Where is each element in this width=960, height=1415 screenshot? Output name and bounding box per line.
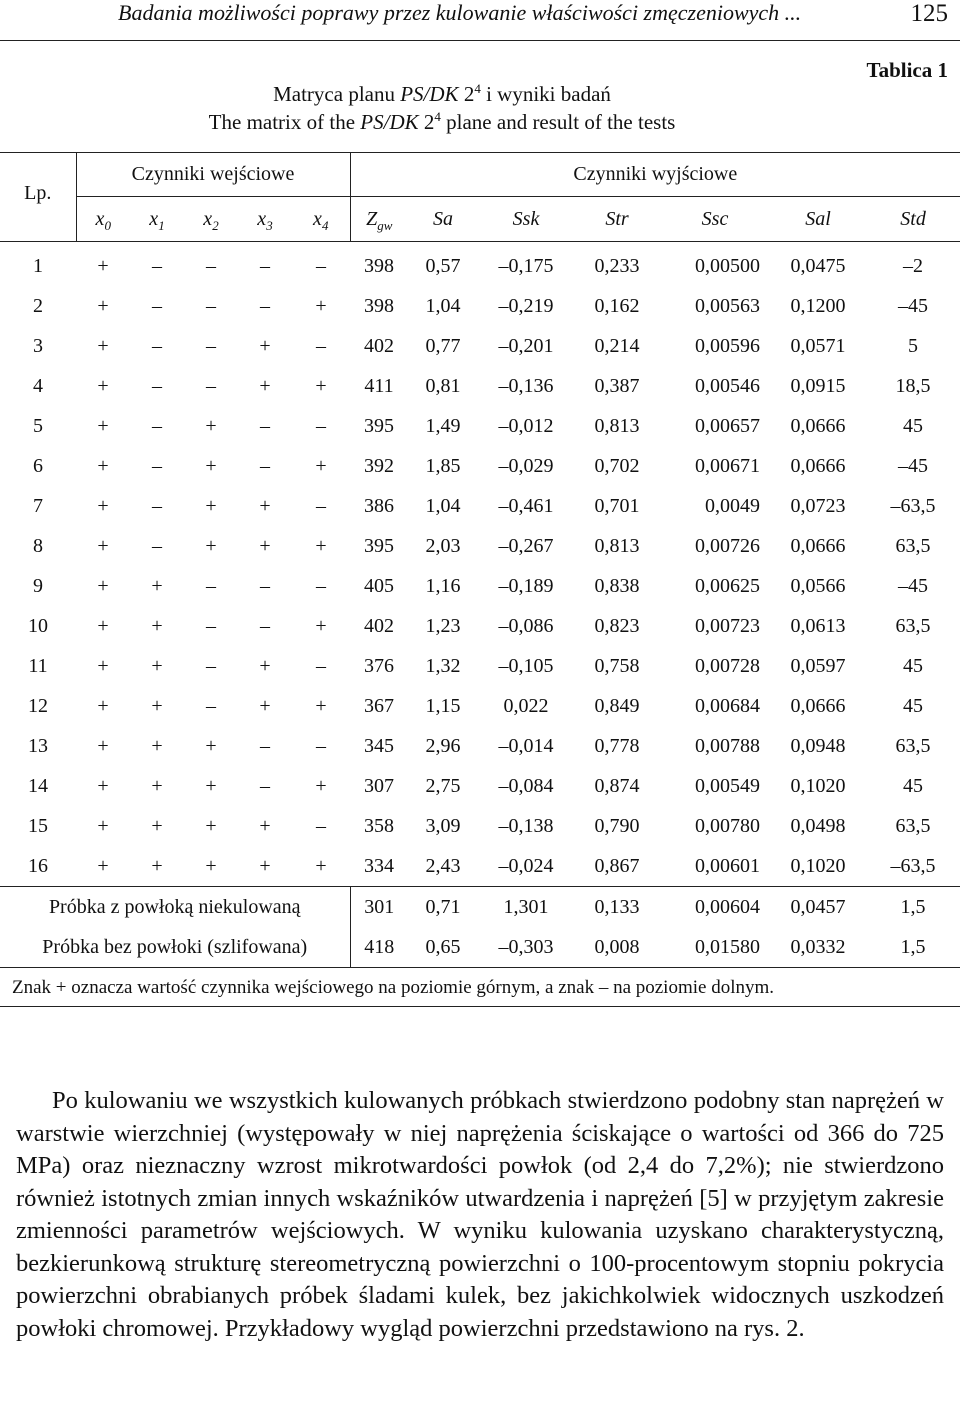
table-row <box>0 766 960 806</box>
table-cell: –0,138 <box>498 814 554 837</box>
table-cell: –2 <box>866 242 960 287</box>
sample-row <box>0 927 960 968</box>
table-cell: 0,00723 <box>695 614 760 637</box>
table-cell: 6 <box>33 454 43 477</box>
table-cell: – <box>184 242 238 287</box>
table-row <box>0 846 960 887</box>
table-cell: + <box>97 494 109 517</box>
running-title: Badania możliwości poprawy przez kulowanie właściwości zmęczeniowych ... <box>118 0 802 25</box>
table-cell: + <box>97 694 109 717</box>
table-cell: 63,5 <box>895 534 931 557</box>
table-cell: 12 <box>28 694 48 717</box>
table-cell: –0,029 <box>498 454 554 477</box>
table-cell: 0,81 <box>425 374 461 397</box>
table-cell: –45 <box>898 454 929 477</box>
table-cell: 0,1020 <box>790 774 846 797</box>
table-cell: + <box>151 694 163 717</box>
table-cell: 0,0597 <box>790 654 846 677</box>
table-cell: 395 <box>364 534 394 557</box>
table-cell: + <box>315 854 327 877</box>
table-cell: 0,0666 <box>790 534 846 557</box>
table-cell: 0,022 <box>503 694 549 717</box>
table-cell: – <box>260 414 270 437</box>
table-cell: 367 <box>364 694 394 717</box>
table-cell: + <box>315 534 327 557</box>
table-cell: 7 <box>33 494 43 517</box>
body-paragraph: Po kulowaniu we wszystkich kulowanych próbkach stwierdzono podobny stan naprężeń w warstwie wierzchniej (występowały w niej naprężenia ściskające o wartości od 366 do 725 MPa) oraz nieznaczny wzrost mikrotwardości powłok (od 2,4 do 7,2%); nie stwierdzono również istotnych zmian innych wskaźników utwardzenia i naprężeń [5] w przyjętym zakresie zmienności parametrów wejściowych. W wyniku kulowania uzyskano charakterystyczną, bezkierunkową strukturę stereometryczną powierzchni o 100-procentowym stopniu pokrycia powierzchni obrabianych próbek śladami kulek, bez jakichkolwiek widocznych uszkodzeń powłoki chromowej. Przykładowy wygląd powierzchni przedstawiono na rys. 2. <box>16 1087 944 1342</box>
table-cell: 0,0498 <box>790 814 846 837</box>
table-cell: 45 <box>903 694 924 717</box>
group-header-inputs: Czynniki wejściowe <box>76 153 350 197</box>
table-cell: 2 <box>33 294 43 317</box>
table-cell: + <box>97 614 109 637</box>
results-table <box>0 152 960 1007</box>
table-cell: 0,00657 <box>695 414 760 437</box>
table-row <box>0 686 960 726</box>
table-cell: –0,175 <box>478 242 574 287</box>
table-cell: 45 <box>903 654 924 677</box>
table-row <box>0 242 960 287</box>
column-header: $x_0$ <box>76 197 130 242</box>
table-cell: 3,09 <box>425 814 461 837</box>
table-cell: + <box>76 242 130 287</box>
table-cell: –45 <box>898 574 929 597</box>
table-cell: 1,85 <box>425 454 461 477</box>
sample-label: Próbka z powłoką niekulowaną <box>0 887 350 928</box>
table-note-row <box>0 968 960 1007</box>
table-row <box>0 646 960 686</box>
table-cell: 398 <box>350 242 408 287</box>
table-cell: 2,03 <box>425 534 461 557</box>
table-cell: 0,00546 <box>695 374 760 397</box>
table-cell: 0,65 <box>425 935 461 958</box>
table-cell: – <box>260 774 270 797</box>
table-cell: + <box>151 774 163 797</box>
table-cell: 0,0613 <box>790 614 846 637</box>
table-row <box>0 326 960 366</box>
table-cell: 4 <box>33 374 43 397</box>
table-cell: 0,233 <box>574 242 660 287</box>
table-cell: – <box>260 574 270 597</box>
table-cell: 0,0566 <box>790 574 846 597</box>
column-header: $x_3$ <box>257 207 273 233</box>
table-cell: – <box>152 374 162 397</box>
table-cell: 0,387 <box>594 374 640 397</box>
column-header: Sal <box>805 207 831 230</box>
table-row <box>0 406 960 446</box>
table-cell: –0,014 <box>498 734 554 757</box>
table-cell: 345 <box>364 734 394 757</box>
table-row <box>0 806 960 846</box>
table-cell: – <box>260 614 270 637</box>
page-number: 125 <box>910 0 948 27</box>
table-cell: + <box>97 374 109 397</box>
table-cell: + <box>205 774 217 797</box>
table-cell: 0,77 <box>425 334 461 357</box>
table-cell: 0,01580 <box>695 935 760 958</box>
table-cell: –0,189 <box>498 574 554 597</box>
table-cell: 392 <box>364 454 394 477</box>
table-cell: 1,15 <box>425 694 461 717</box>
table-cell: – <box>206 374 216 397</box>
table-cell: + <box>205 494 217 517</box>
table-cell: + <box>315 454 327 477</box>
table-cell: – <box>130 242 184 287</box>
column-header: Ssk <box>512 207 540 230</box>
table-cell: + <box>97 414 109 437</box>
table-caption-english: The matrix of the PS/DK $2^4$ plane and result of the tests <box>208 109 676 134</box>
table-cell: 0,00596 <box>695 334 760 357</box>
table-cell: + <box>97 574 109 597</box>
table-cell: 14 <box>28 774 48 797</box>
table-cell: – <box>206 694 216 717</box>
table-cell: + <box>315 614 327 637</box>
table-cell: 0,00601 <box>695 854 760 877</box>
table-cell: 0,0723 <box>790 494 846 517</box>
table-row <box>0 526 960 566</box>
table-cell: 0,1200 <box>790 294 846 317</box>
table-caption-polish: Matryca planu PS/DK $2^4$ i wyniki badań <box>273 81 611 106</box>
column-header: $x_1$ <box>149 207 165 233</box>
table-cell: – <box>206 614 216 637</box>
table-cell: 0,0475 <box>770 242 866 287</box>
table-cell: – <box>238 242 292 287</box>
table-cell: – <box>152 494 162 517</box>
table-cell: 398 <box>364 294 394 317</box>
table-cell: 63,5 <box>895 614 931 637</box>
table-cell: 0,00500 <box>660 242 770 287</box>
table-cell: – <box>316 734 326 757</box>
table-cell: 0,162 <box>594 294 640 317</box>
table-cell: 3 <box>33 334 43 357</box>
column-header-lp: Lp. <box>0 153 76 242</box>
table-cell: 0,214 <box>594 334 640 357</box>
table-row <box>0 366 960 406</box>
table-cell: 0,778 <box>594 734 640 757</box>
table-cell: 0,57 <box>408 242 478 287</box>
table-cell: – <box>152 534 162 557</box>
table-cell: 1,23 <box>425 614 461 637</box>
table-cell: – <box>206 334 216 357</box>
table-cell: 405 <box>364 574 394 597</box>
table-cell: 0,0915 <box>790 374 846 397</box>
table-cell: 0,00780 <box>695 814 760 837</box>
table-cell: 1,5 <box>900 935 926 958</box>
sample-label: Próbka bez powłoki (szlifowana) <box>42 935 308 958</box>
table-row <box>0 446 960 486</box>
table-cell: 2,43 <box>425 854 461 877</box>
table-cell: + <box>205 734 217 757</box>
table-cell: –0,303 <box>498 935 554 958</box>
table-cell: + <box>259 814 271 837</box>
table-cell: –0,012 <box>498 414 554 437</box>
table-cell: 402 <box>364 614 394 637</box>
table-cell: 1,49 <box>425 414 461 437</box>
table-cell: 13 <box>28 734 48 757</box>
table-cell: 0,0457 <box>770 887 866 928</box>
table-cell: 2,96 <box>425 734 461 757</box>
table-cell: 0,867 <box>594 854 640 877</box>
group-header-outputs: Czynniki wyjściowe <box>350 153 960 197</box>
table-cell: 0,00549 <box>695 774 760 797</box>
table-cell: 386 <box>364 494 394 517</box>
table-cell: + <box>205 534 217 557</box>
table-cell: 0,0666 <box>790 454 846 477</box>
table-cell: 0,00684 <box>695 694 760 717</box>
table-cell: 0,00726 <box>695 534 760 557</box>
table-cell: 0,849 <box>594 694 640 717</box>
table-cell: 15 <box>28 814 48 837</box>
table-cell: 5 <box>908 334 919 357</box>
table-cell: + <box>151 654 163 677</box>
table-cell: – <box>316 574 326 597</box>
table-cell: 418 <box>350 927 408 968</box>
table-cell: 45 <box>903 414 924 437</box>
table-cell: + <box>97 814 109 837</box>
table-cell: 0,00563 <box>695 294 760 317</box>
table-cell: 0,813 <box>594 414 640 437</box>
column-header: $x_4$ <box>313 207 329 233</box>
column-header: Std <box>900 207 926 230</box>
table-cell: + <box>205 854 217 877</box>
table-cell: 334 <box>364 854 394 877</box>
table-cell: 0,702 <box>594 454 640 477</box>
table-cell: + <box>315 694 327 717</box>
table-cell: 301 <box>350 887 408 928</box>
table-cell: + <box>97 854 109 877</box>
table-cell: + <box>151 734 163 757</box>
header-row <box>0 153 960 197</box>
table-cell: – <box>152 454 162 477</box>
table-cell: 307 <box>364 774 394 797</box>
table-cell: + <box>259 654 271 677</box>
table-cell: + <box>259 694 271 717</box>
table-row <box>0 486 960 526</box>
table-cell: 9 <box>33 574 43 597</box>
table-cell: –0,084 <box>498 774 554 797</box>
table-cell: + <box>259 334 271 357</box>
table-cell: + <box>151 854 163 877</box>
table-cell: 0,133 <box>574 887 660 928</box>
table-cell: 11 <box>28 654 48 677</box>
table-cell: – <box>292 242 350 287</box>
column-header: $x_2$ <box>203 207 219 233</box>
table-cell: 0,00671 <box>695 454 760 477</box>
table-cell: + <box>259 374 271 397</box>
table-cell: – <box>316 494 326 517</box>
table-cell: + <box>151 574 163 597</box>
table-cell: 1,04 <box>425 294 461 317</box>
table-cell: – <box>206 654 216 677</box>
table-cell: + <box>151 614 163 637</box>
table-cell: 0,00728 <box>695 654 760 677</box>
table-cell: + <box>315 774 327 797</box>
table-row <box>0 606 960 646</box>
table-cell: 1,32 <box>425 654 461 677</box>
table-cell: – <box>316 814 326 837</box>
table-row <box>0 726 960 766</box>
table-cell: + <box>97 734 109 757</box>
table-cell: 0,00625 <box>695 574 760 597</box>
table-cell: 0,0666 <box>790 694 846 717</box>
table-cell: + <box>205 414 217 437</box>
running-header <box>0 0 960 41</box>
column-header: $Z_{gw}$ <box>350 197 408 242</box>
table-cell: + <box>259 534 271 557</box>
table-cell: –0,219 <box>498 294 554 317</box>
table-cell: 411 <box>364 374 394 397</box>
table-cell: 16 <box>28 854 48 877</box>
table-cell: 0,838 <box>594 574 640 597</box>
table-cell: 0,0049 <box>705 494 760 517</box>
table-cell: 402 <box>364 334 394 357</box>
table-cell: + <box>97 654 109 677</box>
table-cell: 63,5 <box>895 814 931 837</box>
table-cell: – <box>260 734 270 757</box>
table-cell: 395 <box>364 414 394 437</box>
table-cell: 1,04 <box>425 494 461 517</box>
table-cell: 1,16 <box>425 574 461 597</box>
table-cell: 0,701 <box>594 494 640 517</box>
table-cell: 1,5 <box>866 887 960 928</box>
table-cell: + <box>97 454 109 477</box>
table-cell: –0,105 <box>498 654 554 677</box>
table-cell: + <box>315 374 327 397</box>
table-cell: –0,461 <box>498 494 554 517</box>
table-cell: 376 <box>364 654 394 677</box>
table-cell: + <box>259 494 271 517</box>
table-cell: – <box>260 454 270 477</box>
table-cell: – <box>316 414 326 437</box>
table-cell: 63,5 <box>895 734 931 757</box>
table-cell: + <box>97 534 109 557</box>
table-cell: – <box>152 414 162 437</box>
table-cell: –0,201 <box>498 334 554 357</box>
table-row <box>0 286 960 326</box>
table-label: Tablica 1 <box>866 58 948 82</box>
table-cell: 0,823 <box>594 614 640 637</box>
header-row <box>0 197 960 242</box>
table-cell: 10 <box>28 614 48 637</box>
table-cell: – <box>316 654 326 677</box>
table-cell: + <box>151 814 163 837</box>
table-cell: + <box>97 774 109 797</box>
table-cell: 1,301 <box>478 887 574 928</box>
table-cell: 0,0571 <box>790 334 846 357</box>
table-cell: 2,75 <box>425 774 461 797</box>
table-cell: 0,1020 <box>790 854 846 877</box>
table-cell: 0,874 <box>594 774 640 797</box>
table-cell: – <box>206 294 216 317</box>
table-cell: + <box>97 334 109 357</box>
table-cell: –0,136 <box>498 374 554 397</box>
table-cell: 0,758 <box>594 654 640 677</box>
table-cell: –63,5 <box>890 494 936 517</box>
table-cell: + <box>315 294 327 317</box>
table-cell: + <box>205 454 217 477</box>
table-cell: 0,0666 <box>790 414 846 437</box>
table-cell: 0,0332 <box>790 935 846 958</box>
table-cell: –63,5 <box>890 854 936 877</box>
body-text <box>16 1085 944 1345</box>
table-cell: 0,790 <box>594 814 640 837</box>
table-cell: 0,00788 <box>695 734 760 757</box>
table-cell: – <box>260 294 270 317</box>
table-note: Znak + oznacza wartość czynnika wejściowego na poziomie górnym, a znak – na poziomie dolnym. <box>0 968 960 1007</box>
table-cell: – <box>206 574 216 597</box>
sample-row <box>0 887 960 928</box>
table-cell: 0,71 <box>408 887 478 928</box>
table-cell: 0,0948 <box>790 734 846 757</box>
table-cell: + <box>97 294 109 317</box>
table-cell: + <box>259 854 271 877</box>
table-cell: + <box>205 814 217 837</box>
table-cell: – <box>152 294 162 317</box>
column-header: Str <box>605 207 629 230</box>
table-cell: 358 <box>364 814 394 837</box>
table-cell: –0,024 <box>498 854 554 877</box>
table-cell: –45 <box>898 294 929 317</box>
table-cell: –0,267 <box>498 534 554 557</box>
table-cell: –0,086 <box>498 614 554 637</box>
table-cell: 0,813 <box>594 534 640 557</box>
table-row <box>0 566 960 606</box>
table-cell: 8 <box>33 534 43 557</box>
table-cell: 45 <box>903 774 924 797</box>
table-cell: 18,5 <box>895 374 931 397</box>
table-cell: – <box>152 334 162 357</box>
table-cell: – <box>316 334 326 357</box>
table-cell: 1 <box>0 242 76 287</box>
column-header: Ssc <box>701 207 729 230</box>
column-header: Sa <box>433 207 453 230</box>
table-cell: 0,008 <box>594 935 640 958</box>
table-cell: 5 <box>33 414 43 437</box>
table-cell: 0,00604 <box>660 887 770 928</box>
